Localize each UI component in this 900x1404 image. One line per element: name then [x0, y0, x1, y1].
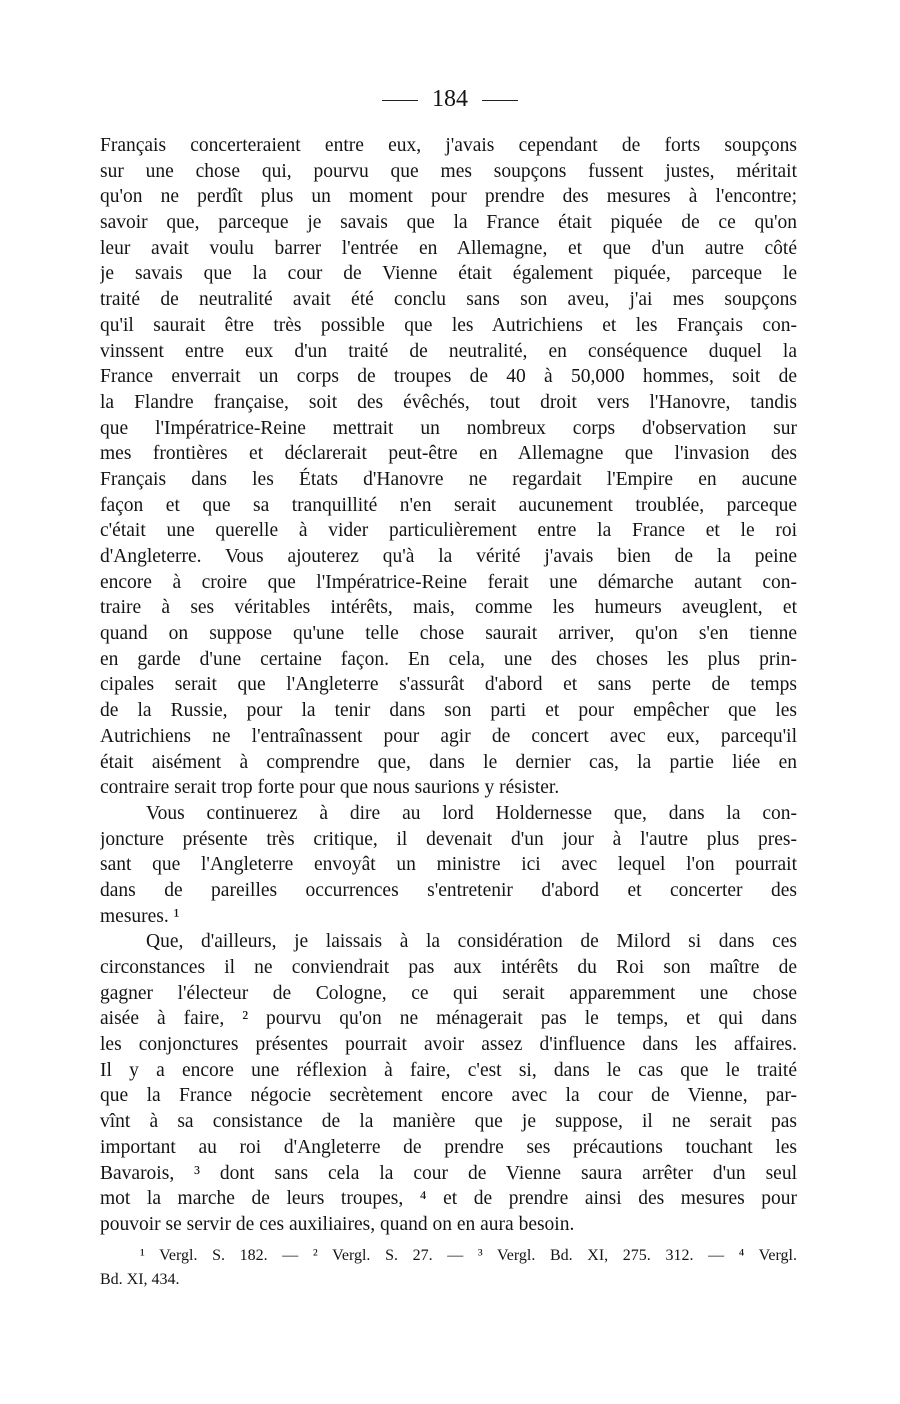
text-line: en garde d'une certaine façon. En cela, une des choses les plus prin- — [100, 648, 797, 670]
footnote-line: ¹ Vergl. S. 182. — ² Vergl. S. 27. — ³ Vergl. Bd. XI, 275. 312. — ⁴ Vergl. — [140, 1247, 797, 1264]
paragraph-start-line: Que, d'ailleurs, je laissais à la considération de Milord si dans ces — [146, 931, 797, 953]
page-number: 184 — [432, 86, 468, 112]
text-line: Bavarois, ³ dont sans cela la cour de Vienne saura arrêter d'un seul — [100, 1162, 797, 1184]
text-line: traité de neutralité avait été conclu sans son aveu, j'ai mes soupçons — [100, 289, 797, 311]
text-line: la Flandre française, soit des évêchés, tout droit vers l'Hanovre, tandis — [100, 391, 797, 413]
text-line: quand on suppose qu'une telle chose saurait arriver, qu'on s'en tienne — [100, 623, 797, 645]
text-line: cipales serait que l'Angleterre s'assurât d'abord et sans perte de temps — [100, 674, 797, 696]
text-line: de la Russie, pour la tenir dans son parti et pour empêcher que les — [100, 700, 797, 722]
text-line: aisée à faire, ² pourvu qu'on ne ménagerait pas le temps, et qui dans — [100, 1008, 797, 1030]
paragraph-end-line: pouvoir se servir de ces auxiliaires, quand on en aura besoin. — [100, 1213, 575, 1235]
text-line: circonstances il ne conviendrait pas aux intérêts du Roi son maître de — [100, 957, 797, 978]
text-line: important au roi d'Angleterre de prendre ses précautions touchant les — [100, 1136, 797, 1158]
text-line: Il y a encore une réflexion à faire, c'est si, dans le cas que le traité — [100, 1059, 797, 1081]
text-line: sant que l'Angleterre envoyât un ministre ici avec lequel l'on pourrait — [100, 854, 797, 876]
paragraph-end-line: contraire serait trop forte pour que nous saurions y résister. — [100, 777, 560, 799]
text-line: que l'Impératrice-Reine mettrait un nombreux corps d'observation sur — [100, 417, 797, 439]
text-line: façon et que sa tranquillité n'en serait aucunement troublée, parceque — [100, 494, 797, 516]
text-line: encore à croire que l'Impératrice-Reine ferait une démarche autant con- — [100, 571, 797, 593]
text-line: dans de pareilles occurrences s'entretenir d'abord et concerter des — [100, 879, 797, 901]
text-line: France enverrait un corps de troupes de 40 à 50,000 hommes, soit de — [100, 366, 797, 388]
paragraph-end-line: mesures. ¹ — [100, 905, 180, 927]
text-line: mot la marche de leurs troupes, ⁴ et de prendre ainsi des mesures pour — [100, 1188, 797, 1210]
text-line: qu'il saurait être très possible que les Autrichiens et les Français con- — [100, 314, 797, 336]
text-line: joncture présente très critique, il devenait d'un jour à l'autre plus pres- — [100, 828, 797, 850]
text-line: était aisément à comprendre que, dans le dernier cas, la partie liée en — [100, 751, 797, 773]
text-line: vinssent entre eux d'un traité de neutralité, en conséquence duquel la — [100, 340, 797, 362]
text-line: je savais que la cour de Vienne était également piquée, parceque le — [100, 263, 797, 285]
text-line: d'Angleterre. Vous ajouterez qu'à la vérité j'avais bien de la peine — [100, 546, 797, 567]
paragraph-start-line: Vous continuerez à dire au lord Holdernesse que, dans la con- — [146, 802, 797, 824]
header-rule-left — [382, 100, 418, 101]
text-line: vînt à sa consistance de la manière que je suppose, il ne serait pas — [100, 1111, 797, 1133]
page-header — [0, 84, 900, 114]
text-line: les conjonctures présentes pourrait avoir assez d'influence dans les affaires. — [100, 1034, 797, 1056]
text-line: sur une chose qui, pourvu que mes soupçons fussent justes, méritait — [100, 160, 797, 182]
header-rule-right — [482, 100, 518, 101]
footnotes — [100, 1244, 797, 1292]
text-line: Français concerteraient entre eux, j'avais cependant de forts soupçons — [100, 135, 797, 156]
text-line: que la France négocie secrètement encore avec la cour de Vienne, par- — [100, 1085, 797, 1107]
text-line: traire à ses véritables intérêts, mais, comme les humeurs aveuglent, et — [100, 597, 797, 619]
text-line: savoir que, parceque je savais que la France était piquée de ce qu'on — [100, 212, 797, 234]
text-line: c'était une querelle à vider particulièrement entre la France et le roi — [100, 520, 797, 542]
text-line: qu'on ne perdît plus un moment pour prendre des mesures à l'encontre; — [100, 186, 797, 208]
text-line: leur avait voulu barrer l'entrée en Allemagne, et que d'un autre côté — [100, 237, 797, 259]
body-text — [100, 133, 797, 1238]
text-line: Français dans les États d'Hanovre ne regardait l'Empire en aucune — [100, 468, 797, 490]
text-line: Autrichiens ne l'entraînassent pour agir de concert avec eux, parcequ'il — [100, 725, 797, 747]
footnote-line: Bd. XI, 434. — [100, 1271, 180, 1288]
text-line: gagner l'électeur de Cologne, ce qui serait apparemment une chose — [100, 982, 797, 1004]
text-line: mes frontières et déclarerait peut-être en Allemagne que l'invasion des — [100, 443, 797, 465]
